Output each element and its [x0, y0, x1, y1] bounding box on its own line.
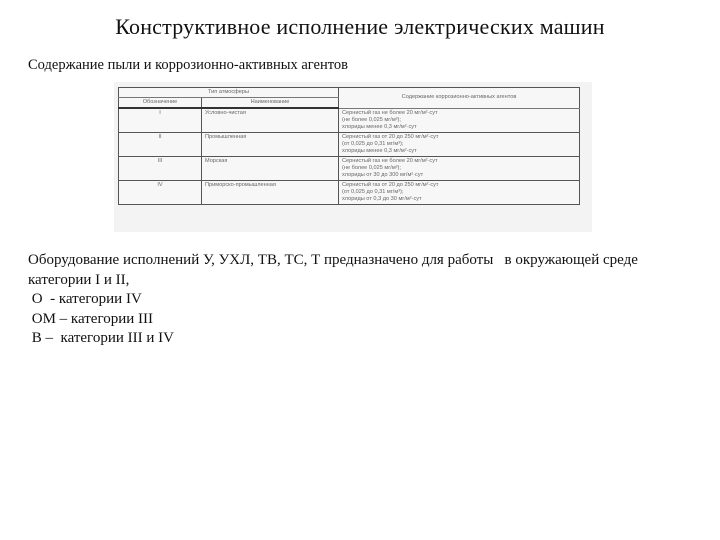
content-line: хлориды от 30 до 300 мг/м²·сут — [342, 171, 424, 178]
table-row — [119, 156, 580, 180]
slide-title: Конструктивное исполнение электрических машин — [115, 14, 605, 39]
table-row — [119, 132, 580, 156]
description-line: Оборудование исполнений У, УХЛ, ТВ, ТС, Т предназначено для работы в окружающей среде — [28, 252, 638, 268]
execution-description — [28, 251, 698, 349]
content-line: (от 0,025 до 0,31 мг/м³); — [342, 140, 404, 147]
content-line: (не более 0,025 мг/м³); — [342, 164, 401, 171]
atmosphere-table-image — [114, 82, 592, 232]
header-name: Наименование — [202, 98, 339, 109]
atmosphere-table — [118, 87, 580, 205]
table-row — [119, 108, 580, 132]
content-line: хлориды от 0,3 до 30 мг/м²·сут — [342, 195, 422, 202]
content-line: Сернистый газ от 20 до 250 мг/м²·сут — [342, 133, 439, 140]
row-content — [339, 108, 580, 132]
table-row — [119, 180, 580, 204]
header-designation: Обозначение — [119, 98, 202, 109]
description-line: ОМ – категории III — [28, 310, 154, 327]
row-code: II — [119, 132, 202, 156]
content-line: хлориды менее 0,3 мг/м²·сут — [342, 123, 417, 130]
content-line: Сернистый газ не более 20 мг/м²·сут — [342, 157, 438, 164]
content-line: Сернистый газ от 20 до 250 мг/м²·сут — [342, 181, 439, 188]
content-line: (от 0,025 до 0,31 мг/м³); — [342, 188, 404, 195]
slide-subtitle: Содержание пыли и коррозионно-активных агентов — [28, 57, 348, 73]
header-atmosphere-type: Тип атмосферы — [119, 88, 339, 98]
row-code: III — [119, 156, 202, 180]
row-name: Промышленная — [202, 132, 339, 156]
row-code: IV — [119, 180, 202, 204]
row-content — [339, 156, 580, 180]
header-agents-content: Содержание коррозионно-активных агентов — [339, 88, 580, 109]
description-line: В – категории III и IV — [28, 330, 174, 346]
content-line: (не более 0,025 мг/м³); — [342, 116, 401, 123]
row-name: Приморско-промышленная — [202, 180, 339, 204]
row-code: I — [119, 108, 202, 132]
content-line: хлориды менее 0,3 мг/м²·сут — [342, 147, 417, 154]
row-name: Условно-чистая — [202, 108, 339, 132]
row-content — [339, 132, 580, 156]
content-line: Сернистый газ не более 20 мг/м²·сут — [342, 109, 438, 116]
row-content — [339, 180, 580, 204]
row-name: Морская — [202, 156, 339, 180]
description-line: категории I и II, — [28, 271, 130, 288]
description-line: О - категории IV — [28, 291, 142, 307]
